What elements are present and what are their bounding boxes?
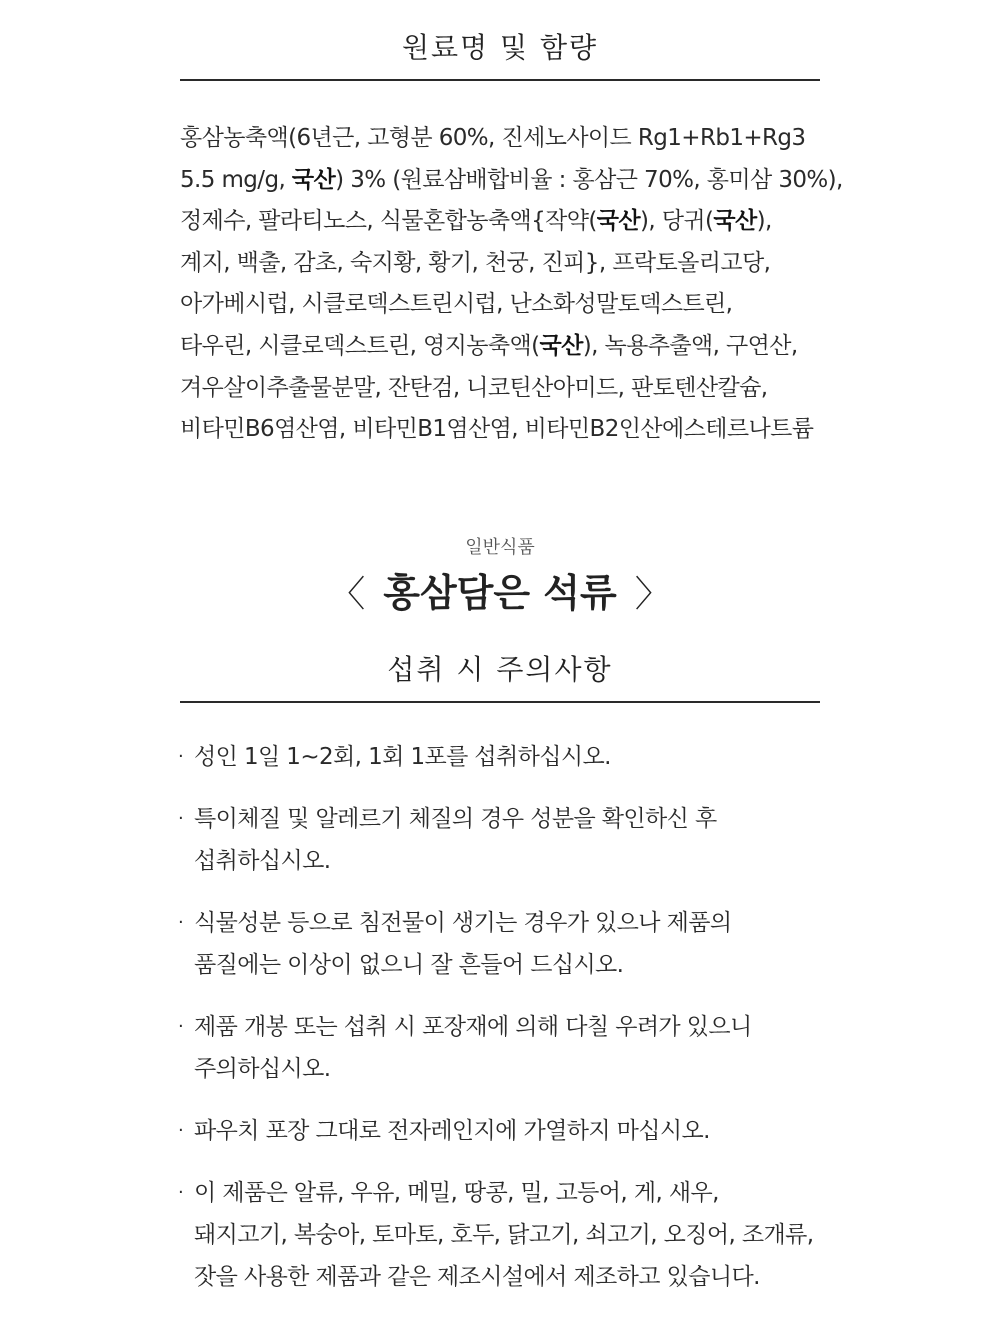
- caution-text: 파우치 포장 그대로 전자레인지에 가열하지 마십시오.: [194, 1118, 710, 1144]
- caution-item: [178, 798, 858, 882]
- caution-text: 이 제품은 알류, 우유, 메밀, 땅콩, 밀, 고등어, 게, 새우,: [194, 1180, 719, 1206]
- ingredients-line: [180, 160, 860, 202]
- caution-text: 식물성분 등으로 침전물이 생기는 경우가 있으나 제품의: [194, 910, 732, 936]
- bullet-icon: ·: [178, 912, 184, 933]
- caution-text: 주의하십시오.: [194, 1056, 331, 1082]
- ingredients-segment: 아가베시럽, 시클로덱스트린시럽, 난소화성말토덱스트린,: [180, 291, 733, 318]
- right-bracket: 〉: [634, 574, 671, 615]
- cautions-title: 섭취 시 주의사항: [387, 653, 613, 686]
- caution-text: 성인 1일 1~2회, 1회 1포를 섭취하십시오.: [194, 744, 611, 770]
- ingredients-segment: 타우린, 시클로덱스트린, 영지농축액(: [180, 332, 540, 359]
- cautions-list: [178, 736, 858, 1298]
- ingredients-segment: 비타민B6염산염, 비타민B1염산염, 비타민B2인산에스테르나트륨: [180, 416, 814, 443]
- ingredients-segment: 5.5 mg/g,: [180, 166, 292, 193]
- ingredients-segment: 겨우살이추출물분말, 잔탄검, 니코틴산아미드, 판토텐산칼슘,: [180, 374, 768, 401]
- ingredients-segment: ),: [756, 208, 772, 235]
- caution-text: 섭취하십시오.: [194, 848, 331, 874]
- product-title: [0, 562, 1000, 617]
- caution-text: 특이체질 및 알레르기 체질의 경우 성분을 확인하신 후: [194, 806, 717, 832]
- ingredients-segment: ), 당귀(: [640, 208, 714, 235]
- caution-item: [178, 1110, 858, 1152]
- origin-highlight: 국산: [291, 166, 336, 193]
- ingredients-segment: ), 녹용추출액, 구연산,: [582, 332, 798, 359]
- ingredients-line: [180, 326, 860, 368]
- ingredients-text: [180, 118, 860, 451]
- ingredients-segment: 계지, 백출, 감초, 숙지황, 황기, 천궁, 진피}, 프락토올리고당,: [180, 249, 771, 276]
- caution-text: 잣을 사용한 제품과 같은 제조시설에서 제조하고 있습니다.: [194, 1264, 760, 1290]
- caution-text: 품질에는 이상이 없으니 잘 흔들어 드십시오.: [194, 952, 624, 978]
- ingredients-title: 원료명 및 함량: [401, 31, 599, 64]
- bullet-icon: ·: [178, 1182, 184, 1203]
- ingredients-line: [180, 118, 860, 160]
- caution-item: [178, 902, 858, 986]
- ingredients-segment: 홍삼농축액(6년근, 고형분 60%, 진세노사이드 Rg1+Rb1+Rg3: [180, 125, 806, 151]
- ingredients-line: [180, 243, 860, 285]
- caution-text: 제품 개봉 또는 섭취 시 포장재에 의해 다칠 우려가 있으니: [194, 1014, 752, 1040]
- caution-item: [178, 1006, 858, 1090]
- product-name: 홍삼담은 석류: [383, 570, 617, 615]
- caution-item: [178, 736, 858, 778]
- ingredients-line: [180, 409, 860, 451]
- ingredients-segment: ) 3% (원료삼배합비율 : 홍삼근 70%, 홍미삼 30%),: [335, 166, 843, 193]
- origin-highlight: 국산: [539, 332, 583, 359]
- caution-item: [178, 1172, 858, 1298]
- origin-highlight: 국산: [713, 208, 757, 235]
- ingredients-line: [180, 284, 860, 326]
- ingredients-segment: 정제수, 팔라티노스, 식물혼합농축액{작약(: [180, 208, 597, 235]
- ingredients-divider: [180, 79, 820, 81]
- cautions-divider: [180, 701, 820, 703]
- bullet-icon: ·: [178, 1016, 184, 1037]
- bullet-icon: ·: [178, 808, 184, 829]
- caution-text: 돼지고기, 복숭아, 토마토, 호두, 닭고기, 쇠고기, 오징어, 조개류,: [194, 1222, 814, 1248]
- ingredients-line: [180, 201, 860, 243]
- left-bracket: 〈: [329, 574, 366, 615]
- ingredients-line: [180, 368, 860, 410]
- product-category: 일반식품: [465, 537, 535, 558]
- origin-highlight: 국산: [596, 208, 641, 235]
- bullet-icon: ·: [178, 1120, 184, 1141]
- bullet-icon: ·: [178, 746, 184, 767]
